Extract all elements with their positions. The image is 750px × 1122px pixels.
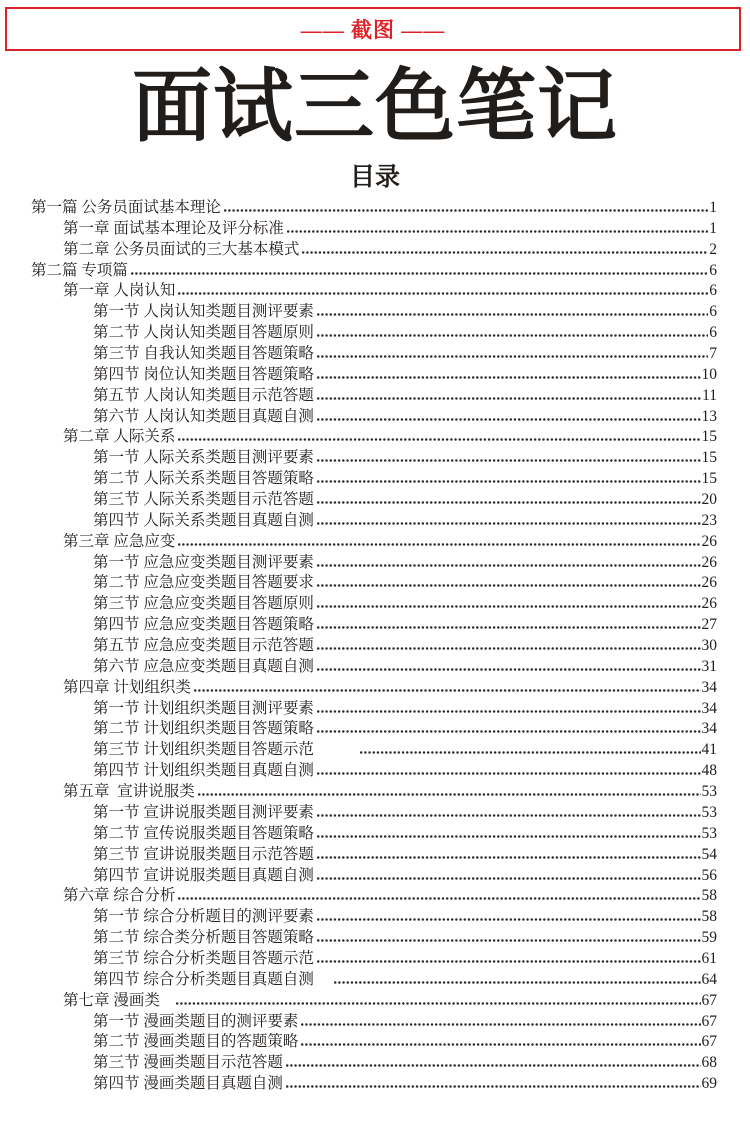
toc-dotted-leader xyxy=(317,418,701,421)
toc-page-number: 54 xyxy=(701,845,717,863)
toc-entry xyxy=(31,448,717,469)
toc-page-number: 26 xyxy=(701,574,717,592)
toc-entry-label: 第一节 计划组织类题目测评要素 xyxy=(93,699,314,717)
toc-entry xyxy=(31,532,717,553)
toc-entry xyxy=(31,907,717,928)
toc-entry-label: 第四章 计划组织类 xyxy=(63,678,191,696)
toc-dotted-leader xyxy=(198,793,701,796)
toc-dotted-leader xyxy=(131,272,708,275)
toc-dotted-leader xyxy=(317,647,701,650)
toc-dotted-leader xyxy=(317,960,701,963)
toc-dotted-leader xyxy=(301,1043,700,1046)
toc-entry-label: 第四节 综合分析类题目真题自测 xyxy=(93,970,314,988)
toc-entry xyxy=(31,886,717,907)
toc-entry xyxy=(31,866,717,887)
toc-dotted-leader xyxy=(286,1064,701,1067)
toc-dotted-leader xyxy=(317,397,701,400)
toc-entry-label: 第三节 人际关系类题目示范答题 xyxy=(93,491,314,509)
toc-entry-label: 第一节 漫画类题目的测评要素 xyxy=(93,1012,299,1030)
toc-page-number: 48 xyxy=(701,762,717,780)
toc-dotted-leader xyxy=(317,939,701,942)
toc-page-number: 56 xyxy=(701,866,717,884)
toc-dotted-leader xyxy=(317,626,701,629)
toc-entry-label: 第二章 人际关系 xyxy=(63,428,176,446)
toc-entry-label: 第一节 应急应变类题目测评要素 xyxy=(93,553,314,571)
toc-entry xyxy=(31,803,717,824)
toc-entry xyxy=(31,719,717,740)
toc-entry xyxy=(31,761,717,782)
toc-entry xyxy=(31,407,717,428)
toc-page-number: 26 xyxy=(701,595,717,613)
toc-page-number: 61 xyxy=(701,949,717,967)
toc-page-number: 58 xyxy=(701,887,717,905)
toc-entry-label: 第三节 自我认知类题目答题策略 xyxy=(93,345,314,363)
toc-entry xyxy=(31,1053,717,1074)
toc-page-number: 30 xyxy=(701,637,717,655)
toc-entry-label: 第三节 综合分析类题目答题示范 xyxy=(93,949,314,967)
toc-entry-label: 第二节 人岗认知类题目答题原则 xyxy=(93,324,314,342)
toc-dotted-leader xyxy=(317,710,701,713)
screenshot-banner xyxy=(5,7,741,51)
toc-page-number: 6 xyxy=(709,324,717,342)
toc-entry xyxy=(31,845,717,866)
toc-entry xyxy=(31,198,717,219)
toc-dotted-leader xyxy=(317,772,701,775)
toc-entry-label: 第三节 计划组织类题目答题示范 xyxy=(93,741,314,759)
toc-dotted-leader xyxy=(317,376,701,379)
toc-entry xyxy=(31,1032,717,1053)
toc-page-number: 26 xyxy=(701,532,717,550)
toc-dotted-leader xyxy=(334,981,701,984)
toc-entry-label: 第三章 应急应变 xyxy=(63,532,176,550)
toc-entry xyxy=(31,281,717,302)
toc-entry-label: 第四节 人际关系类题目真题自测 xyxy=(93,511,314,529)
toc-entry-label: 第七章 漫画类 xyxy=(63,991,160,1009)
toc-entry xyxy=(31,219,717,240)
toc-entry-label: 第一篇 公务员面试基本理论 xyxy=(31,199,221,216)
toc-entry-label: 第四节 漫画类题目真题自测 xyxy=(93,1075,283,1093)
toc-entry-label: 第二篇 专项篇 xyxy=(31,261,128,279)
toc-entry xyxy=(31,970,717,991)
toc-entry xyxy=(31,573,717,594)
toc-dotted-leader xyxy=(302,251,708,254)
toc-entry-label: 第二节 计划组织类题目答题策略 xyxy=(93,720,314,738)
toc-dotted-leader xyxy=(317,877,701,880)
toc-entry-label: 第六节 应急应变类题目真题自测 xyxy=(93,657,314,675)
toc-dotted-leader xyxy=(178,897,700,900)
toc-dotted-leader xyxy=(317,334,708,337)
toc-entry-label: 第四节 岗位认知类题目答题策略 xyxy=(93,365,314,383)
toc-entry-label: 第三节 漫画类题目示范答题 xyxy=(93,1054,283,1072)
toc-dotted-leader xyxy=(360,751,701,754)
toc-dotted-leader xyxy=(317,605,701,608)
toc-page-number: 23 xyxy=(701,511,717,529)
toc-page-number: 13 xyxy=(701,407,717,425)
toc-entry xyxy=(31,386,717,407)
toc-heading: 目录 xyxy=(349,164,400,191)
toc-entry xyxy=(31,782,717,803)
toc-page-number: 10 xyxy=(701,365,717,383)
toc-entry-label: 第二节 综合类分析题目答题策略 xyxy=(93,929,314,947)
toc-entry xyxy=(31,240,717,261)
toc-entry-label: 第四节 计划组织类题目真题自测 xyxy=(93,762,314,780)
toc-entry-label: 第五节 人岗认知类题目示范答题 xyxy=(93,386,314,404)
book-title: 面试三色笔记 xyxy=(132,64,618,152)
toc-dotted-leader xyxy=(317,814,701,817)
toc-page-number: 20 xyxy=(701,491,717,509)
toc-entry xyxy=(31,302,717,323)
toc-page-number: 15 xyxy=(701,428,717,446)
toc-dotted-leader xyxy=(317,501,701,504)
toc-page-number: 34 xyxy=(701,699,717,717)
toc-entry xyxy=(31,949,717,970)
toc-entry-label: 第一节 人岗认知类题目测评要素 xyxy=(93,303,314,321)
toc-entry-label: 第三节 宣讲说服类题目示范答题 xyxy=(93,845,314,863)
toc-entry xyxy=(31,699,717,720)
toc-entry-label: 第二节 应急应变类题目答题要求 xyxy=(93,574,314,592)
toc-dotted-leader xyxy=(317,584,701,587)
toc-entry xyxy=(31,490,717,511)
toc-page-number: 1 xyxy=(709,199,717,216)
toc-dotted-leader xyxy=(317,313,708,316)
toc-entry xyxy=(31,261,717,282)
toc-dotted-leader xyxy=(224,209,708,212)
toc-entry-label: 第二节 人际关系类题目答题策略 xyxy=(93,470,314,488)
toc-entry xyxy=(31,1074,717,1095)
toc-dotted-leader xyxy=(286,1085,701,1088)
toc-page-number: 64 xyxy=(701,970,717,988)
toc-page-number: 6 xyxy=(709,261,717,279)
toc-entry-label: 第二节 漫画类题目的答题策略 xyxy=(93,1033,299,1051)
toc-entry-label: 第一章 人岗认知 xyxy=(63,282,176,300)
toc-entry xyxy=(31,657,717,678)
toc-dotted-leader xyxy=(317,564,701,567)
toc-entry-label: 第一节 综合分析题目的测评要素 xyxy=(93,908,314,926)
toc-entry-label: 第一节 人际关系类题目测评要素 xyxy=(93,449,314,467)
toc-dotted-leader xyxy=(178,543,700,546)
toc-entry xyxy=(31,615,717,636)
toc-dotted-leader xyxy=(301,1023,700,1026)
toc-entry-label: 第五章 宣讲说服类 xyxy=(63,783,195,801)
toc-dotted-leader xyxy=(317,918,701,921)
toc-entry-label: 第六节 人岗认知类题目真题自测 xyxy=(93,407,314,425)
toc-page-number: 58 xyxy=(701,908,717,926)
toc-page-number: 34 xyxy=(701,720,717,738)
toc-page-number: 53 xyxy=(701,803,717,821)
toc-page-number: 1 xyxy=(709,219,717,237)
toc-entry-label: 第二节 宣传说服类题目答题策略 xyxy=(93,824,314,842)
toc-page-number: 67 xyxy=(701,991,717,1009)
toc-page-number: 68 xyxy=(701,1054,717,1072)
toc-entry xyxy=(31,636,717,657)
toc-entry xyxy=(31,740,717,761)
toc-entry-label: 第六章 综合分析 xyxy=(63,887,176,905)
toc-entry xyxy=(31,511,717,532)
toc-page-number: 53 xyxy=(701,783,717,801)
toc-page-number: 6 xyxy=(709,282,717,300)
toc-entry-label: 第一节 宣讲说服类题目测评要素 xyxy=(93,803,314,821)
toc-entry xyxy=(31,427,717,448)
toc-page-number: 2 xyxy=(709,240,717,258)
toc-dotted-leader xyxy=(176,1002,701,1005)
toc-page-number: 15 xyxy=(701,470,717,488)
toc-dotted-leader xyxy=(317,730,701,733)
toc-page-number: 6 xyxy=(709,303,717,321)
toc-page-number: 67 xyxy=(701,1012,717,1030)
toc-page-number: 41 xyxy=(701,741,717,759)
toc-entry-label: 第一章 面试基本理论及评分标准 xyxy=(63,219,284,237)
toc-page-number: 31 xyxy=(701,657,717,675)
toc-entry-label: 第三节 应急应变类题目答题原则 xyxy=(93,595,314,613)
toc-entry xyxy=(31,469,717,490)
toc-page-number: 67 xyxy=(701,1033,717,1051)
toc-entry-label: 第二章 公务员面试的三大基本模式 xyxy=(63,240,300,258)
toc-dotted-leader xyxy=(178,292,708,295)
toc-dotted-leader xyxy=(317,835,701,838)
toc-entry xyxy=(31,344,717,365)
toc-entry xyxy=(31,928,717,949)
toc-page-number: 15 xyxy=(701,449,717,467)
toc-dotted-leader xyxy=(317,459,701,462)
toc-entry xyxy=(31,323,717,344)
toc-entry-label: 第四节 应急应变类题目答题策略 xyxy=(93,616,314,634)
toc-entry-label: 第四节 宣讲说服类题目真题自测 xyxy=(93,866,314,884)
toc-list xyxy=(31,198,717,1095)
toc-dotted-leader xyxy=(178,438,700,441)
toc-page-number: 34 xyxy=(701,678,717,696)
toc-page-number: 53 xyxy=(701,824,717,842)
toc-entry xyxy=(31,594,717,615)
toc-dotted-leader xyxy=(317,522,701,525)
toc-page-number: 69 xyxy=(701,1075,717,1093)
toc-dotted-leader xyxy=(317,856,701,859)
toc-page-number: 26 xyxy=(701,553,717,571)
toc-dotted-leader xyxy=(317,668,701,671)
toc-entry xyxy=(31,991,717,1012)
toc-entry xyxy=(31,678,717,699)
toc-entry xyxy=(31,553,717,574)
toc-dotted-leader xyxy=(194,689,701,692)
toc-dotted-leader xyxy=(287,230,708,233)
toc-entry-label: 第五节 应急应变类题目示范答题 xyxy=(93,637,314,655)
toc-entry xyxy=(31,824,717,845)
toc-dotted-leader xyxy=(317,355,708,358)
toc-page-number: 27 xyxy=(701,616,717,634)
toc-page-number: 11 xyxy=(702,386,717,404)
toc-dotted-leader xyxy=(317,480,701,483)
screenshot-banner-label: —— 截图 —— xyxy=(300,18,446,42)
toc-entry xyxy=(31,1012,717,1033)
toc-entry xyxy=(31,365,717,386)
toc-page-number: 59 xyxy=(701,929,717,947)
toc-page-number: 7 xyxy=(709,345,717,363)
